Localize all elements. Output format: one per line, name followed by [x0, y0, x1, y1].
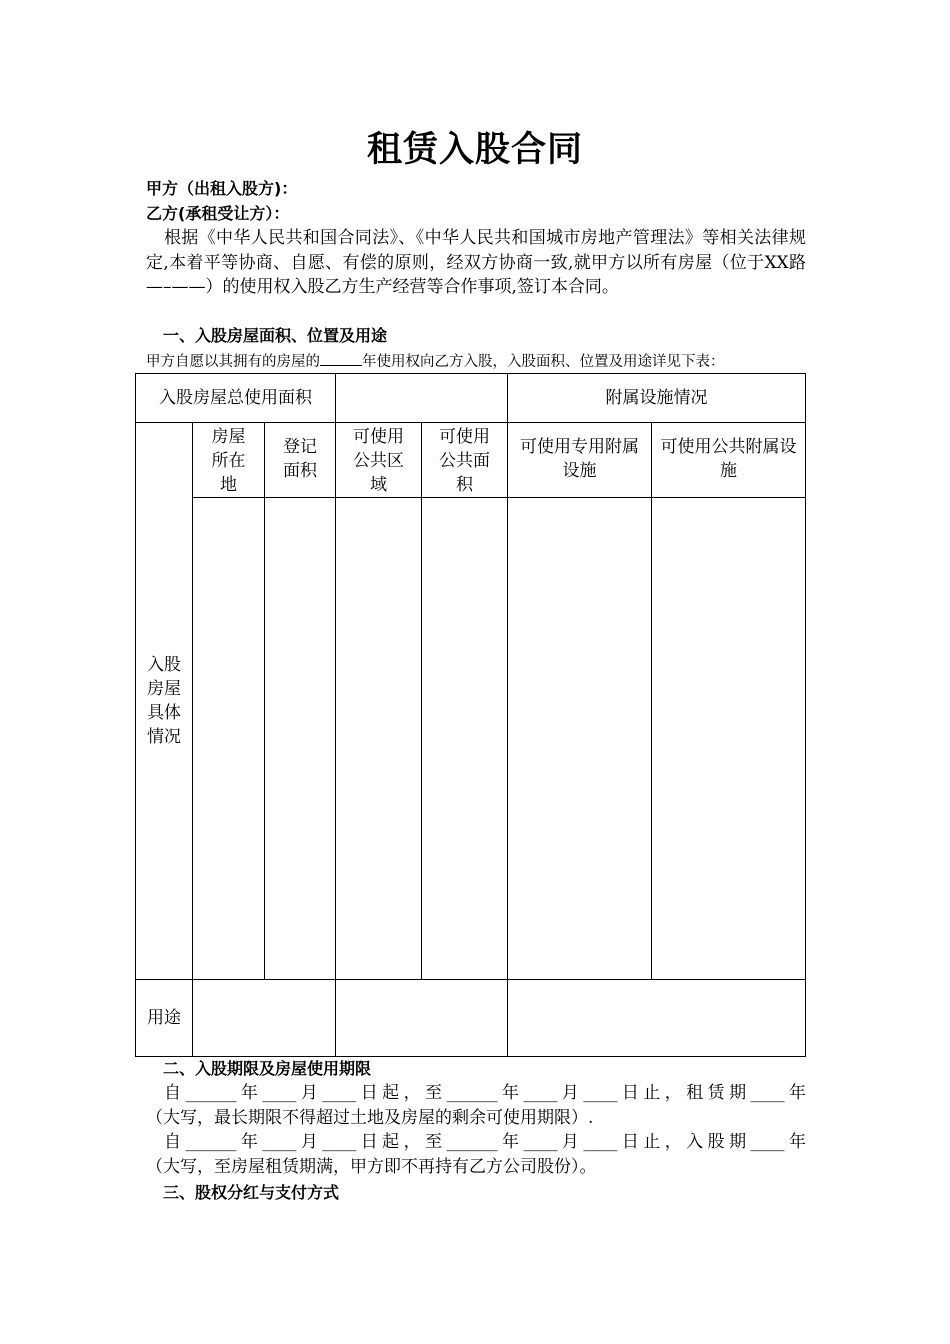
document-title: 租赁入股合同	[366, 130, 583, 170]
section1-desc-post: 年使用权向乙方入股，入股面积、位置及用途详见下表：	[362, 354, 725, 370]
usage-label: 用途	[136, 980, 193, 1057]
section1-description	[146, 349, 806, 374]
years-blank	[320, 349, 362, 366]
col-public-fac-header	[652, 423, 806, 498]
party-b-label: 乙方(承租受让方）：	[146, 204, 290, 223]
col-private-fac-label: 可使用专用附属设施	[520, 437, 640, 481]
lease-term-line: 自______年____月____日起，至______年____月____日止，租赁期____年	[164, 1083, 806, 1103]
total-area-label: 入股房屋总使用面积	[136, 374, 336, 423]
facilities-header: 附属设施情况	[508, 374, 806, 423]
usage-cell-1	[193, 980, 336, 1057]
total-area-value	[336, 374, 508, 423]
cell-reg-area	[265, 498, 336, 980]
row-label: 入股房屋具体情况	[147, 655, 181, 747]
section1-desc-pre: 甲方自愿以其拥有的房屋的	[146, 354, 320, 370]
section3-heading: 三、股权分红与支付方式	[163, 1183, 340, 1202]
section2-heading: 二、入股期限及房屋使用期限	[163, 1059, 372, 1078]
cell-public-area	[422, 498, 508, 980]
equity-term-line: 自______年____月____日起，至______年____月____日止，入股期____年	[164, 1132, 806, 1152]
col-reg-area-label: 登记面积	[283, 437, 317, 481]
cell-location	[193, 498, 265, 980]
property-table	[135, 373, 806, 1057]
intro-paragraph: 根据《中华人民共和国合同法》、《中华人民共和国城市房地产管理法》等相关法律规定,本着平等协商、自愿、有偿的原则，经双方协商一致,就甲方以所有房屋（位于XX路—–——）的使用权入股乙方生产经营等合作事项,签订本合同。	[146, 228, 806, 297]
lease-term-note: （大写，最长期限不得超过土地及房屋的剩余可使用期限）.	[146, 1108, 594, 1128]
equity-term-note: （大写，至房屋租赁期满，甲方即不再持有乙方公司股份）。	[146, 1157, 597, 1177]
col-public-fac-label: 可使用公共附属设施	[660, 437, 797, 481]
party-a-label: 甲方（出租入股方)：	[146, 179, 298, 198]
cell-public-fac	[652, 498, 806, 980]
col-public-area-header	[422, 423, 508, 498]
col-location-label: 房屋所在地	[211, 427, 246, 495]
usage-cell-3	[508, 980, 806, 1057]
col-location-header	[193, 423, 265, 498]
col-public-area-label: 可使用公共面积	[439, 427, 491, 495]
col-public-zone-header	[336, 423, 422, 498]
col-private-fac-header	[508, 423, 652, 498]
cell-public-zone	[336, 498, 422, 980]
section1-heading: 一、入股房屋面积、位置及用途	[163, 326, 388, 345]
row-label-cell	[136, 423, 193, 980]
cell-private-fac	[508, 498, 652, 980]
usage-cell-2	[336, 980, 508, 1057]
col-reg-area-header	[265, 423, 336, 498]
col-public-zone-label: 可使用公共区域	[353, 427, 405, 495]
